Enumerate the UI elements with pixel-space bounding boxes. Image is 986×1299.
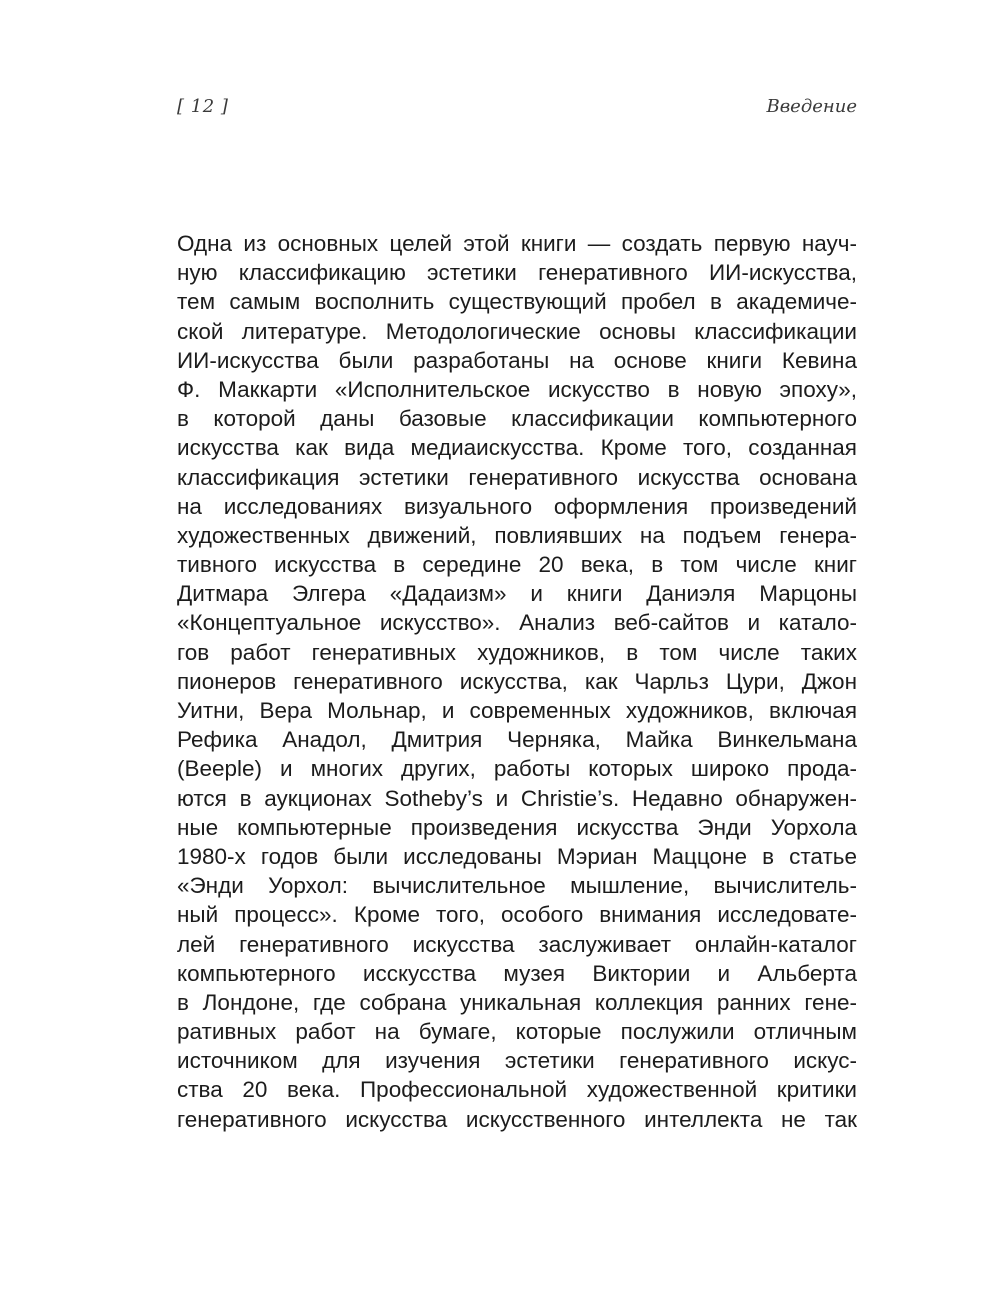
text-line: тивного искусства в середине 20 века, в том числе книг	[177, 552, 857, 578]
text-line: ный процесс». Кроме того, особого внимания исследовате-	[177, 902, 857, 928]
text-line: в которой даны базовые классификации компьютерного	[177, 406, 857, 432]
text-line: (Beeple) и многих других, работы которых широко прода-	[177, 756, 857, 782]
text-line: художественных движений, повлиявших на подъем генера-	[177, 522, 857, 548]
text-line: на исследованиях визуального оформления произведений	[177, 493, 857, 519]
text-line: ную классификацию эстетики генеративного ИИ-искусства,	[177, 260, 857, 286]
text-line: «Энди Уорхол: вычислительное мышление, вычислитель-	[177, 873, 857, 899]
text-line: ской литературе. Методологические основы классификации	[177, 318, 857, 344]
text-line: лей генеративного искусства заслуживает онлайн-каталог	[177, 931, 857, 957]
text-line: генеративного искусства искусственного интеллекта не так	[177, 1106, 857, 1132]
text-line: Дитмара Элгера «Дадаизм» и книги Даниэля Марцоны	[177, 581, 857, 607]
text-line: ративных работ на бумаге, которые послужили отличным	[177, 1019, 857, 1045]
text-line: Ф. Маккарти «Исполнительское искусство в новую эпоху»,	[177, 376, 857, 402]
text-line: гов работ генеративных художников, в том числе таких	[177, 639, 857, 665]
text-line: ные компьютерные произведения искусства Энди Уорхола	[177, 814, 857, 840]
text-line: компьютерного исскусства музея Виктории и Альберта	[177, 960, 857, 986]
text-line: Одна из основных целей этой книги — создать первую науч-	[177, 231, 857, 256]
text-line: ИИ-искусства были разработаны на основе книги Кевина	[177, 347, 857, 373]
text-line: тем самым восполнить существующий пробел в академиче-	[177, 289, 857, 315]
running-head	[177, 96, 857, 122]
page-number: [ 12 ]	[177, 96, 229, 117]
text-line: ются в аукционах Sotheby’s и Christie’s. Недавно обнаружен-	[177, 785, 857, 811]
text-line: классификация эстетики генеративного искусства основана	[177, 464, 857, 490]
text-line: в Лондоне, где собрана уникальная коллекция ранних гене-	[177, 989, 857, 1015]
text-line: Уитни, Вера Мольнар, и современных художников, включая	[177, 698, 857, 723]
text-line: источником для изучения эстетики генеративного искус-	[177, 1048, 857, 1074]
text-line: 1980-х годов были исследованы Мэриан Маццоне в статье	[177, 843, 857, 869]
text-line: пионеров генеративного искусства, как Чарльз Цури, Джон	[177, 668, 857, 694]
section-title: Введение	[766, 96, 857, 117]
body-paragraph	[177, 229, 857, 1134]
text-line: Рефика Анадол, Дмитрия Черняка, Майка Винкельмана	[177, 727, 857, 753]
text-line: «Концептуальное искусство». Анализ веб-сайтов и катало-	[177, 610, 857, 636]
text-line: ства 20 века. Профессиональной художественной критики	[177, 1077, 857, 1103]
text-line: искусства как вида медиаискусства. Кроме того, созданная	[177, 435, 857, 461]
